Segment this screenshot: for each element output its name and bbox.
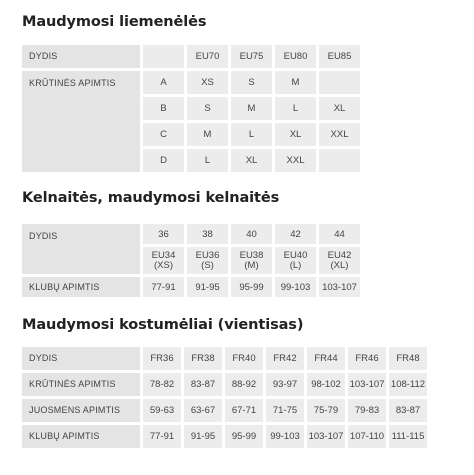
table-cell: 77-91: [143, 277, 184, 297]
letter-size: (M): [244, 259, 259, 271]
cup-cell: B: [143, 97, 184, 120]
size-header-cell: FR44: [307, 347, 345, 370]
table-cell: L: [231, 123, 272, 146]
table-row: [22, 45, 360, 68]
table-row: [22, 71, 360, 94]
table-cell: [319, 71, 360, 94]
eu-size-cell: [275, 247, 316, 274]
cup-cell: D: [143, 149, 184, 172]
table-cell: 83-87: [184, 373, 222, 396]
table-cell: XXL: [319, 123, 360, 146]
row-label: JUOSMENS APIMTIS: [22, 399, 140, 422]
section-title-bottoms: Kelnaitės, maudymosi kelnaitės: [22, 190, 280, 206]
size-header-cell: 40: [231, 224, 272, 244]
table-cell: 99-103: [275, 277, 316, 297]
empty-cell: [143, 45, 184, 68]
size-header-cell: FR46: [348, 347, 386, 370]
size-header-cell: 38: [187, 224, 228, 244]
table-row: [22, 373, 427, 396]
row-label: KLUBŲ APIMTIS: [22, 425, 140, 448]
cup-cell: C: [143, 123, 184, 146]
table-cell: 103-107: [307, 425, 345, 448]
section-title-swimsuit-tops: Maudymosi liemenėlės: [22, 14, 207, 30]
table-cell: XL: [231, 149, 272, 172]
cup-cell: A: [143, 71, 184, 94]
table-cell: 111-115: [389, 425, 427, 448]
table-cell: 95-99: [225, 425, 263, 448]
table-cell: L: [187, 149, 228, 172]
table-cell: XL: [275, 123, 316, 146]
eu-size: EU40: [283, 249, 308, 261]
table-cell: 78-82: [143, 373, 181, 396]
table-cell: 91-95: [184, 425, 222, 448]
size-header-cell: 36: [143, 224, 184, 244]
size-header-cell: EU70: [187, 45, 228, 68]
size-label: DYDIS: [22, 347, 140, 370]
table-row: [22, 399, 427, 422]
table-cell: 107-110: [348, 425, 386, 448]
section-title-one-piece: Maudymosi kostumėliai (vientisas): [22, 317, 304, 333]
table-cell: M: [187, 123, 228, 146]
table-cell: 93-97: [266, 373, 304, 396]
size-table-one-piece: [19, 344, 430, 451]
table-cell: 108-112: [389, 373, 427, 396]
eu-size: EU34: [151, 249, 176, 261]
table-cell: S: [231, 71, 272, 94]
table-cell: 95-99: [231, 277, 272, 297]
row-label: KRŪTINĖS APIMTIS: [22, 373, 140, 396]
table-cell: 98-102: [307, 373, 345, 396]
eu-size: EU42: [327, 249, 352, 261]
size-header-cell: FR38: [184, 347, 222, 370]
table-cell: 63-67: [184, 399, 222, 422]
table-cell: M: [231, 97, 272, 120]
size-header-cell: FR48: [389, 347, 427, 370]
table-row: [22, 425, 427, 448]
eu-size-cell: [319, 247, 360, 274]
table-cell: S: [187, 97, 228, 120]
table-cell: 103-107: [319, 277, 360, 297]
table-cell: L: [275, 97, 316, 120]
table-cell: 77-91: [143, 425, 181, 448]
table-cell: 75-79: [307, 399, 345, 422]
letter-size: (XS): [154, 259, 173, 271]
eu-size-cell: [143, 247, 184, 274]
table-cell: [319, 149, 360, 172]
size-header-cell: FR42: [266, 347, 304, 370]
size-label: DYDIS: [22, 224, 140, 274]
table-cell: 67-71: [225, 399, 263, 422]
table-cell: 91-95: [187, 277, 228, 297]
table-cell: XL: [319, 97, 360, 120]
table-cell: 71-75: [266, 399, 304, 422]
eu-size-cell: [231, 247, 272, 274]
size-table-swimsuit-tops: [19, 42, 363, 175]
table-cell: 59-63: [143, 399, 181, 422]
eu-size: EU38: [239, 249, 264, 261]
size-header-cell: EU80: [275, 45, 316, 68]
chest-label: KRŪTINĖS APIMTIS: [22, 71, 140, 172]
table-row: [22, 277, 360, 297]
table-cell: XXL: [275, 149, 316, 172]
letter-size: (S): [201, 259, 214, 271]
letter-size: (L): [289, 259, 302, 271]
size-header-cell: 42: [275, 224, 316, 244]
table-cell: 99-103: [266, 425, 304, 448]
size-header-cell: FR36: [143, 347, 181, 370]
table-row: [22, 224, 360, 244]
size-header-cell: EU75: [231, 45, 272, 68]
size-label: DYDIS: [22, 45, 140, 68]
table-cell: XS: [187, 71, 228, 94]
table-cell: M: [275, 71, 316, 94]
size-header-cell: EU85: [319, 45, 360, 68]
size-header-cell: FR40: [225, 347, 263, 370]
table-cell: 103-107: [348, 373, 386, 396]
size-table-bottoms: [19, 221, 363, 300]
table-cell: 83-87: [389, 399, 427, 422]
eu-size-cell: [187, 247, 228, 274]
table-cell: 79-83: [348, 399, 386, 422]
table-row: [22, 347, 427, 370]
size-header-cell: 44: [319, 224, 360, 244]
table-cell: 88-92: [225, 373, 263, 396]
letter-size: (XL): [330, 259, 349, 271]
hip-label: KLUBŲ APIMTIS: [22, 277, 140, 297]
eu-size: EU36: [195, 249, 220, 261]
